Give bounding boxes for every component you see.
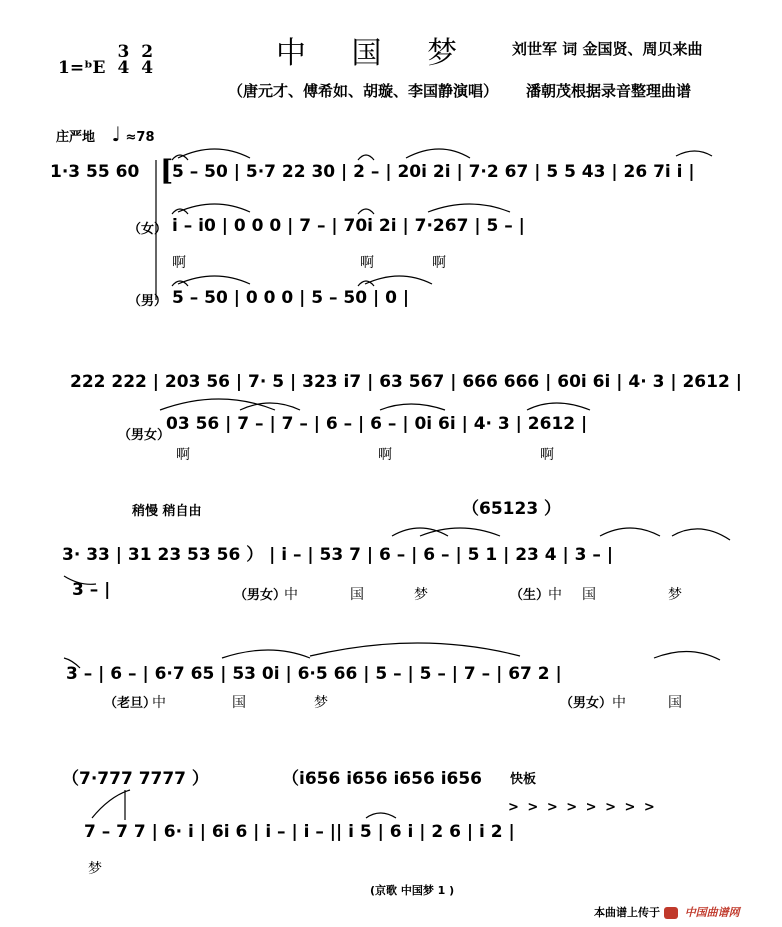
credits: 刘世军 词 金国贤、周贝来曲 <box>512 40 703 58</box>
system2-mixed-line: 03 56 | 7 – | 7 – | 6 – | 6 – | 0i 6i | 4· 3 | 2612 | <box>166 414 588 434</box>
male-label: （男） <box>128 294 168 309</box>
footer-caption: (京歌 中国梦 1 ) <box>370 884 455 897</box>
slur <box>222 650 310 658</box>
system3-lyric-5: 国 <box>582 587 596 603</box>
female-line: i – i0 | 0 0 0 | 7 – | 70i 2i | 7·267 | 5 – | <box>172 216 525 236</box>
system3-top-line: 3· 33 | 31 23 53 56 ） | i – | 53 7 | 6 – | 6 – | 5 1 | 23 4 | 3 – | <box>62 545 614 565</box>
slur <box>92 790 130 818</box>
system5-intro-left: （7·777 7777 ） <box>62 769 209 789</box>
system2-lyric-3: 啊 <box>540 447 554 463</box>
system1-brace-icon: [ <box>160 154 174 187</box>
system3-lyric-1: 中 <box>284 587 298 603</box>
slur <box>178 204 250 212</box>
system3-lyric-4: 中 <box>548 587 562 603</box>
slur <box>380 404 445 410</box>
fermata <box>358 155 374 160</box>
accent-marks: > > > > > > > > <box>508 800 657 815</box>
quarter-note-icon: ♩ <box>111 122 121 146</box>
slur <box>672 529 730 540</box>
system4-role-b: （男女） <box>560 696 613 711</box>
system1-top-line: 5 – 50 | 5·7 22 30 | 2 – | 20i 2i | 7·2 67 | 5 5 43 | 26 7i i | <box>172 162 695 182</box>
page-title: 中 国 梦 <box>276 36 476 71</box>
slur <box>392 528 448 536</box>
system1-intro: 1·3 55 60 <box>50 162 140 182</box>
slur <box>527 403 590 410</box>
system4-lyric-2: 国 <box>232 695 246 711</box>
system4-role-a: （老旦） <box>104 696 157 711</box>
system2-top-line: 222 222 | 203 56 | 7· 5 | 323 i7 | 63 567 | 666 666 | 60i 6i | 4· 3 | 2612 | <box>70 372 742 392</box>
system3-bracket-figure: （65123 ） <box>462 499 562 519</box>
system5-top-line: 7 – 7 7 | 6· i | 6i 6 | i – | i – || i 5 | 6 i | 2 6 | i 2 | <box>84 822 515 842</box>
slur <box>310 643 520 656</box>
slur <box>178 276 250 284</box>
female-label: （女） <box>128 222 168 237</box>
slur <box>600 528 660 536</box>
system4-lyric-4: 中 <box>612 695 626 711</box>
system3-lyric-6: 梦 <box>668 587 682 603</box>
slur <box>64 658 80 668</box>
slur <box>178 149 250 158</box>
system3-marks: 稍慢 稍自由 <box>132 504 202 519</box>
footer-uploaded: 本曲谱上传于 中国曲谱网 <box>594 906 740 919</box>
system2-lyric-1: 啊 <box>176 447 190 463</box>
system4-lyric-5: 国 <box>668 695 682 711</box>
tempo-change: 快板 <box>510 772 537 787</box>
slur <box>64 576 96 584</box>
transcriber: 潘朝茂根据录音整理曲谱 <box>526 82 692 100</box>
slur <box>406 149 470 158</box>
site-name: 中国曲谱网 <box>684 906 740 919</box>
male-line: 5 – 50 | 0 0 0 | 5 – 50 | 0 | <box>172 288 410 308</box>
system4-top-line: 3 – | 6 – | 6·7 65 | 53 0i | 6·5 66 | 5 – | 5 – | 7 – | 67 2 | <box>66 664 562 684</box>
system2-lyric-2: 啊 <box>378 447 392 463</box>
slur <box>428 204 510 212</box>
female-lyric-2: 啊 <box>360 255 374 271</box>
system3-role-a: （男女） <box>234 588 287 603</box>
slur <box>366 813 396 818</box>
slur <box>240 403 300 410</box>
system5-lyric: 梦 <box>88 861 102 877</box>
system3-second-line: 3 – | <box>72 580 111 600</box>
system4-lyric-1: 中 <box>152 695 166 711</box>
system3-role-b: （生） <box>510 588 550 603</box>
key-signature: 1=ᵇE 3 4 2 4 <box>58 42 154 78</box>
system3-lyric-2: 国 <box>350 587 364 603</box>
system3-lyric-3: 梦 <box>414 587 428 603</box>
slur <box>654 651 720 660</box>
tempo-marking: 庄严地 ♩ ≈78 <box>56 122 155 146</box>
female-lyric-3: 啊 <box>432 255 446 271</box>
slur <box>676 151 712 156</box>
singers: （唐元才、傅希如、胡璇、李国静演唱） <box>228 82 499 100</box>
system2-mixed-label: （男女） <box>118 428 171 443</box>
system5-intro-right: （i656 i656 i656 i656 <box>282 769 483 789</box>
system4-lyric-3: 梦 <box>314 695 328 711</box>
female-lyric-1: 啊 <box>172 255 186 271</box>
fermata <box>358 209 374 214</box>
time-signature-2-4: 2 4 <box>141 42 154 78</box>
time-signature-3-4: 3 4 <box>117 42 130 78</box>
slur <box>365 276 432 284</box>
